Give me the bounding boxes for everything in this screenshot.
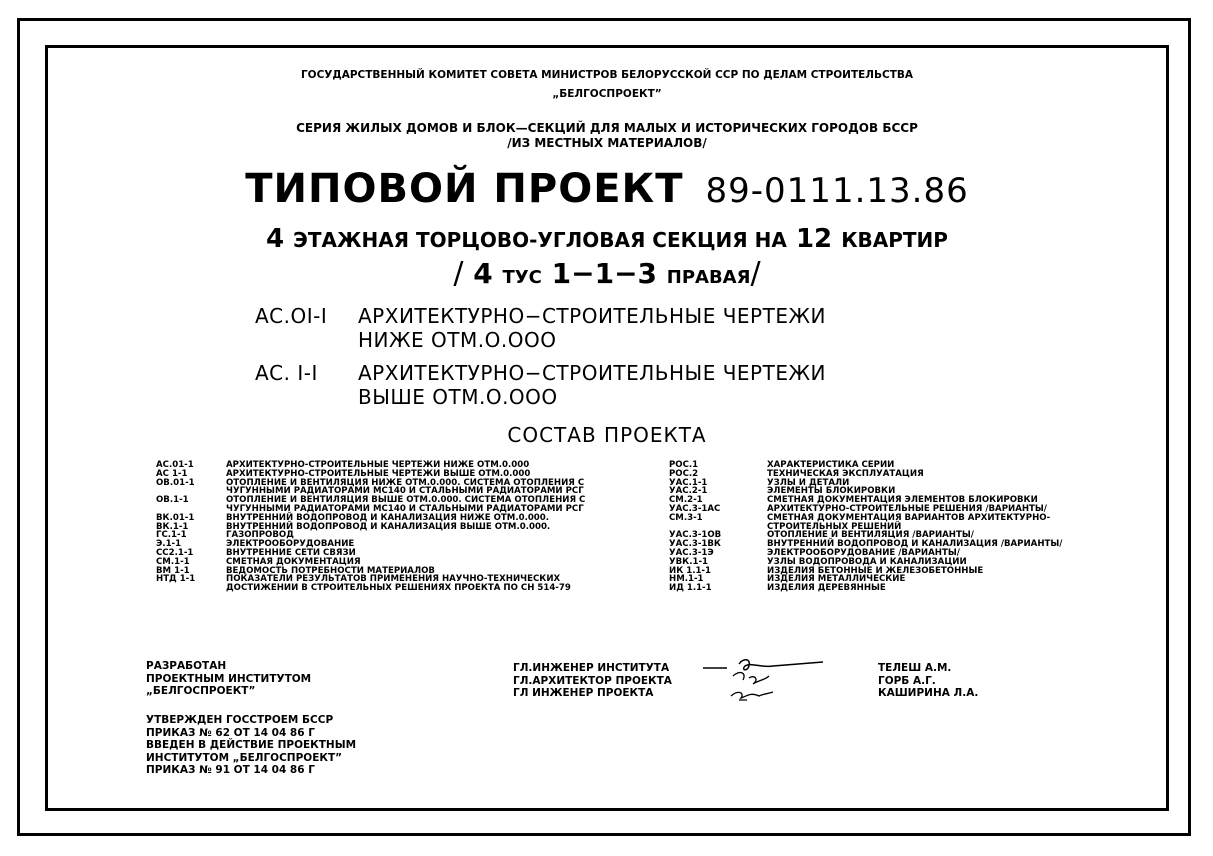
list-item: УАС.1-1 УЗЛЫ И ДЕТАЛИ (669, 477, 850, 488)
list-item: РОС.1 ХАРАКТЕРИСТИКА СЕРИИ (669, 460, 895, 470)
list-item: АС.01-1 АРХИТЕКТУРНО-СТРОИТЕЛЬНЫЕ ЧЕРТЕЖИ НИЖЕ ОТМ.0.000 (156, 460, 530, 470)
series-subtitle: /ИЗ МЕСТНЫХ МАТЕРИАЛОВ/ (507, 136, 707, 150)
inner-frame (45, 45, 1169, 811)
signatory-names: ТЕЛЕШ А.М. ГОРБ А.Г. КАШИРИНА Л.А. (878, 662, 979, 699)
list-item: ВК.01-1 ВНУТРЕННИЙ ВОДОПРОВОД И КАНАЛИЗАЦИЯ НИЖЕ ОТМ.0.000. (156, 512, 550, 523)
list-item: ЧУГУННЫМИ РАДИАТОРАМИ МС140 И СТАЛЬНЫМИ РАДИАТОРАМИ РСГ (226, 486, 584, 497)
list-item: НТД 1-1 ПОКАЗАТЕЛИ РЕЗУЛЬТАТОВ ПРИМЕНЕНИЯ НАУЧНО-ТЕХНИЧЕСКИХ (156, 574, 561, 585)
list-item: РОС.2 ТЕХНИЧЕСКАЯ ЭКСПЛУАТАЦИЯ (669, 468, 924, 479)
list-item: СМ.3-1 СМЕТНАЯ ДОКУМЕНТАЦИЯ ВАРИАНТОВ АРХИТЕКТУРНО- (669, 512, 1051, 523)
list-item: ГС.1-1 ГАЗОПРОВОД (156, 530, 294, 541)
approval-info: УТВЕРЖДЕН ГОССТРОЕМ БССР ПРИКАЗ № 62 ОТ 14 04 86 Г ВВЕДЕН В ДЕЙСТВИЕ ПРОЕКТНЫМ ИНСТИТУТОМ „БЕЛГОСПРОЕКТ” ПРИКАЗ № 91 ОТ 14 04 86 Г (146, 714, 357, 776)
series-title: СЕРИЯ ЖИЛЫХ ДОМОВ И БЛОК—СЕКЦИЙ ДЛЯ МАЛЫХ И ИСТОРИЧЕСКИХ ГОРОДОВ БССР (296, 121, 918, 135)
subtitle-text: ЭТАЖНАЯ ТОРЦОВО-УГЛОВАЯ СЕКЦИЯ НА (293, 228, 787, 252)
project-title (48, 166, 1166, 212)
list-item: УВК.1-1 УЗЛЫ ВОДОПРОВОДА И КАНАЛИЗАЦИИ (669, 556, 967, 567)
apartments-label: КВАРТИР (841, 228, 948, 252)
list-item: ЧУГУННЫМИ РАДИАТОРАМИ МС140 И СТАЛЬНЫМИ РАДИАТОРАМИ РСГ (226, 503, 584, 514)
committee-name: ГОСУДАРСТВЕННЫЙ КОМИТЕТ СОВЕТА МИНИСТРОВ БЕЛОРУССКОЙ ССР ПО ДЕЛАМ СТРОИТЕЛЬСТВА (300, 69, 914, 81)
list-item: ОВ.1-1 ОТОПЛЕНИЕ И ВЕНТИЛЯЦИЯ ВЫШЕ ОТМ.0.000. СИСТЕМА ОТОПЛЕНИЯ С (156, 495, 586, 506)
section-code-index: 1−1−3 (551, 257, 658, 290)
list-item: Э.1-1 ЭЛЕКТРООБОРУДОВАНИЕ (156, 539, 355, 550)
list-item: СМ.2-1 СМЕТНАЯ ДОКУМЕНТАЦИЯ ЭЛЕМЕНТОВ БЛОКИРОВКИ (669, 495, 1038, 506)
list-item: ВК.1-1 ВНУТРЕННИЙ ВОДОПРОВОД И КАНАЛИЗАЦИЯ ВЫШЕ ОТМ.0.000. (156, 521, 551, 532)
list-item: ДОСТИЖЕНИИ В СТРОИТЕЛЬНЫХ РЕШЕНИЯХ ПРОЕКТА ПО СН 514-79 (226, 583, 571, 594)
composition-title: СОСТАВ ПРОЕКТА (507, 423, 707, 447)
document-title-1-line2: НИЖЕ ОТМ.О.ООО (358, 328, 557, 352)
section-code-side: ПРАВАЯ (666, 267, 751, 288)
organization-name: „БЕЛГОСПРОЕКТ” (552, 88, 662, 100)
document-code-2: АС. I-I (255, 361, 318, 385)
list-item: СТРОИТЕЛЬНЫХ РЕШЕНИЙ (767, 521, 902, 532)
developed-by: РАЗРАБОТАН ПРОЕКТНЫМ ИНСТИТУТОМ „БЕЛГОСПРОЕКТ” (146, 660, 312, 697)
project-number: 89-0111.13.86 (705, 171, 969, 211)
section-code (48, 256, 1166, 291)
project-subtitle (48, 224, 1166, 254)
list-item: УАС.2-1 ЭЛЕМЕНТЫ БЛОКИРОВКИ (669, 486, 896, 497)
list-item: ВМ 1-1 ВЕДОМОСТЬ ПОТРЕБНОСТИ МАТЕРИАЛОВ (156, 565, 435, 576)
document-code-1: АС.ОI-I (255, 304, 328, 328)
list-item: ИК 1.1-1 ИЗДЕЛИЯ БЕТОННЫЕ И ЖЕЛЕЗОБЕТОННЫЕ (669, 565, 984, 576)
apartments-count: 12 (795, 224, 833, 254)
list-item: УАС.3-1ВК ВНУТРЕННИЙ ВОДОПРОВОД И КАНАЛИЗАЦИЯ /ВАРИАНТЫ/ (669, 539, 1063, 550)
section-code-type: ТУС (502, 267, 542, 288)
list-item: НМ.1-1 ИЗДЕЛИЯ МЕТАЛЛИЧЕСКИЕ (669, 574, 906, 585)
project-title-main: ТИПОВОЙ ПРОЕКТ (245, 166, 684, 212)
list-item: УАС.3-1ОВ ОТОПЛЕНИЕ И ВЕНТИЛЯЦИЯ /ВАРИАНТЫ/ (669, 530, 974, 541)
list-item: УАС.3-1АС АРХИТЕКТУРНО-СТРОИТЕЛЬНЫЕ РЕШЕНИЯ /ВАРИАНТЫ/ (669, 503, 1047, 514)
section-code-number: 4 (473, 257, 493, 290)
list-item: СС2.1-1 ВНУТРЕННИЕ СЕТИ СВЯЗИ (156, 547, 356, 558)
list-item: СМ.1-1 СМЕТНАЯ ДОКУМЕНТАЦИЯ (156, 556, 361, 567)
slash-open: / (453, 256, 464, 291)
document-title-2-line2: ВЫШЕ ОТМ.О.ООО (358, 385, 558, 409)
list-item: ОВ.01-1 ОТОПЛЕНИЕ И ВЕНТИЛЯЦИЯ НИЖЕ ОТМ.0.000. СИСТЕМА ОТОПЛЕНИЯ С (156, 477, 585, 488)
list-item: АС 1-1 АРХИТЕКТУРНО-СТРОИТЕЛЬНЫЕ ЧЕРТЕЖИ ВЫШЕ ОТМ.0.000 (156, 468, 531, 479)
document-title-1: АРХИТЕКТУРНО−СТРОИТЕЛЬНЫЕ ЧЕРТЕЖИ (358, 304, 826, 328)
composition-list-left (156, 461, 585, 593)
list-item: ИД 1.1-1 ИЗДЕЛИЯ ДЕРЕВЯННЫЕ (669, 583, 886, 594)
signatory-roles: ГЛ.ИНЖЕНЕР ИНСТИТУТА ГЛ.АРХИТЕКТОР ПРОЕКТА ГЛ ИНЖЕНЕР ПРОЕКТА (513, 662, 672, 699)
floors-count: 4 (266, 224, 285, 254)
document-title-2: АРХИТЕКТУРНО−СТРОИТЕЛЬНЫЕ ЧЕРТЕЖИ (358, 361, 826, 385)
slash-close: / (750, 256, 761, 291)
composition-list-right (669, 461, 1062, 593)
signatures (703, 656, 873, 718)
list-item: УАС.3-1Э ЭЛЕКТРООБОРУДОВАНИЕ /ВАРИАНТЫ/ (669, 547, 960, 558)
